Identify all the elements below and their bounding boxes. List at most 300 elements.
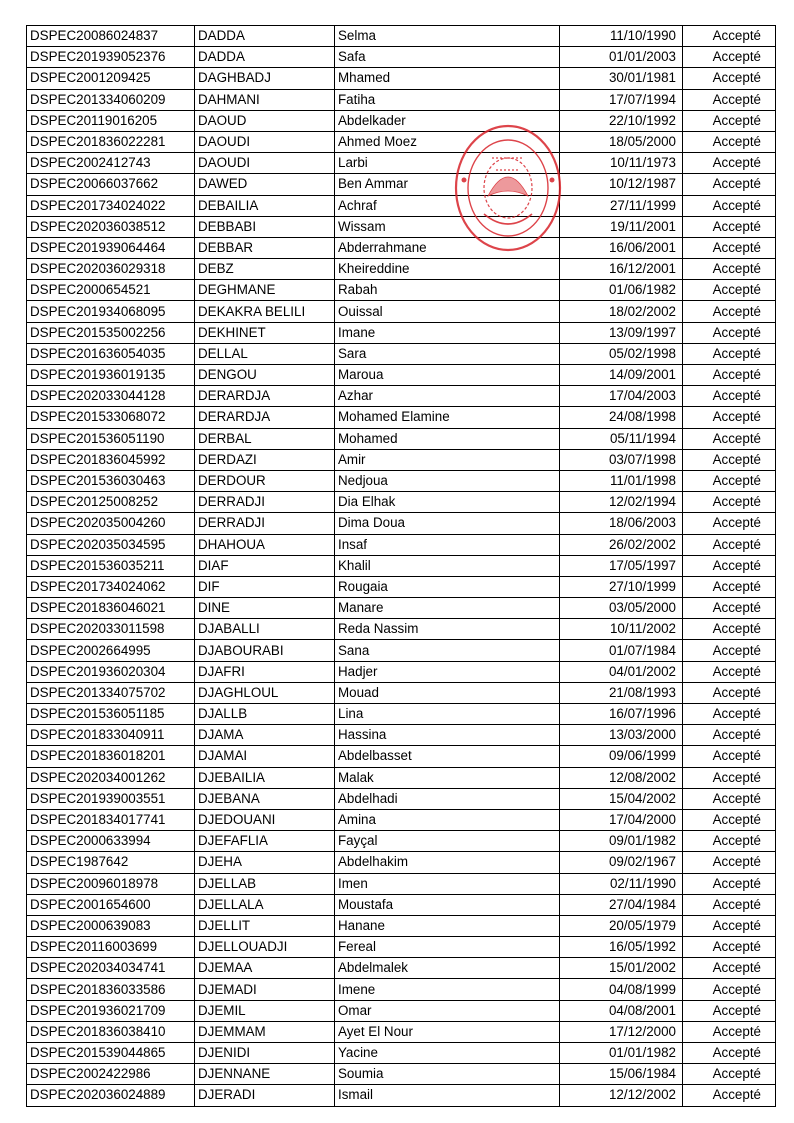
table-row [27, 47, 776, 68]
cell-last-name: DJAFRI [195, 661, 335, 682]
cell-last-name: DJEBANA [195, 788, 335, 809]
cell-last-name: DJENNANE [195, 1064, 335, 1085]
cell-first-name: Amir [335, 449, 560, 470]
cell-birth-date: 20/05/1979 [560, 915, 683, 936]
cell-birth-date: 27/04/1984 [560, 894, 683, 915]
table-row [27, 174, 776, 195]
cell-last-name: DAHMANI [195, 89, 335, 110]
cell-last-name: DJELLIT [195, 915, 335, 936]
cell-candidate-id: DSPEC201834017741 [27, 809, 195, 830]
cell-status: Accepté [683, 809, 776, 830]
cell-first-name: Maroua [335, 365, 560, 386]
cell-last-name: DJELLALA [195, 894, 335, 915]
table-row [27, 153, 776, 174]
cell-first-name: Abdelhadi [335, 788, 560, 809]
cell-first-name: Mohamed [335, 428, 560, 449]
cell-first-name: Abdelbasset [335, 746, 560, 767]
table-row [27, 979, 776, 1000]
table-row [27, 831, 776, 852]
cell-birth-date: 26/02/2002 [560, 534, 683, 555]
cell-candidate-id: DSPEC201836046021 [27, 598, 195, 619]
table-row [27, 449, 776, 470]
cell-birth-date: 01/01/2003 [560, 47, 683, 68]
cell-status: Accepté [683, 725, 776, 746]
table-row [27, 788, 776, 809]
cell-birth-date: 18/06/2003 [560, 513, 683, 534]
cell-candidate-id: DSPEC201833040911 [27, 725, 195, 746]
cell-candidate-id: DSPEC2002422986 [27, 1064, 195, 1085]
table-row [27, 1043, 776, 1064]
table-row [27, 1064, 776, 1085]
table-row [27, 110, 776, 131]
table-row [27, 640, 776, 661]
cell-last-name: DERRADJI [195, 492, 335, 513]
cell-birth-date: 21/08/1993 [560, 682, 683, 703]
cell-last-name: DJELLAB [195, 873, 335, 894]
cell-birth-date: 04/08/1999 [560, 979, 683, 1000]
cell-last-name: DJABOURABI [195, 640, 335, 661]
cell-candidate-id: DSPEC201536035211 [27, 555, 195, 576]
cell-first-name: Selma [335, 26, 560, 47]
table-row [27, 746, 776, 767]
table-row [27, 428, 776, 449]
cell-last-name: DERDAZI [195, 449, 335, 470]
cell-status: Accepté [683, 704, 776, 725]
cell-last-name: DEGHMANE [195, 280, 335, 301]
cell-status: Accepté [683, 89, 776, 110]
table-row [27, 68, 776, 89]
cell-birth-date: 12/02/1994 [560, 492, 683, 513]
table-row [27, 619, 776, 640]
cell-first-name: Moustafa [335, 894, 560, 915]
table-row [27, 280, 776, 301]
table-row [27, 725, 776, 746]
cell-birth-date: 15/06/1984 [560, 1064, 683, 1085]
cell-last-name: DERRADJI [195, 513, 335, 534]
cell-birth-date: 17/04/2000 [560, 809, 683, 830]
results-table [26, 25, 776, 1107]
cell-first-name: Rabah [335, 280, 560, 301]
table-row [27, 216, 776, 237]
table-row [27, 26, 776, 47]
cell-first-name: Soumia [335, 1064, 560, 1085]
cell-first-name: Ayet El Nour [335, 1021, 560, 1042]
table-row [27, 386, 776, 407]
cell-candidate-id: DSPEC201936021709 [27, 1000, 195, 1021]
table-row [27, 598, 776, 619]
cell-birth-date: 27/11/1999 [560, 195, 683, 216]
cell-status: Accepté [683, 216, 776, 237]
cell-candidate-id: DSPEC201334060209 [27, 89, 195, 110]
table-row [27, 513, 776, 534]
cell-last-name: DEBBAR [195, 237, 335, 258]
cell-candidate-id: DSPEC201535002256 [27, 322, 195, 343]
cell-candidate-id: DSPEC202035034595 [27, 534, 195, 555]
cell-first-name: Ouissal [335, 301, 560, 322]
cell-last-name: DHAHOUA [195, 534, 335, 555]
cell-candidate-id: DSPEC201939003551 [27, 788, 195, 809]
cell-candidate-id: DSPEC201536051185 [27, 704, 195, 725]
cell-status: Accepté [683, 1043, 776, 1064]
cell-candidate-id: DSPEC2002664995 [27, 640, 195, 661]
cell-candidate-id: DSPEC2000654521 [27, 280, 195, 301]
cell-first-name: Abderrahmane [335, 237, 560, 258]
cell-birth-date: 16/06/2001 [560, 237, 683, 258]
cell-first-name: Achraf [335, 195, 560, 216]
cell-status: Accepté [683, 1085, 776, 1106]
cell-status: Accepté [683, 894, 776, 915]
cell-candidate-id: DSPEC202034034741 [27, 958, 195, 979]
cell-first-name: Yacine [335, 1043, 560, 1064]
cell-birth-date: 17/07/1994 [560, 89, 683, 110]
cell-candidate-id: DSPEC202035004260 [27, 513, 195, 534]
cell-first-name: Reda Nassim [335, 619, 560, 640]
cell-status: Accepté [683, 852, 776, 873]
cell-status: Accepté [683, 576, 776, 597]
cell-first-name: Sana [335, 640, 560, 661]
cell-candidate-id: DSPEC2002412743 [27, 153, 195, 174]
cell-candidate-id: DSPEC201636054035 [27, 343, 195, 364]
cell-birth-date: 22/10/1992 [560, 110, 683, 131]
table-row [27, 322, 776, 343]
cell-birth-date: 10/11/2002 [560, 619, 683, 640]
cell-last-name: DJABALLI [195, 619, 335, 640]
cell-status: Accepté [683, 682, 776, 703]
cell-first-name: Dima Doua [335, 513, 560, 534]
cell-status: Accepté [683, 640, 776, 661]
table-row [27, 259, 776, 280]
cell-candidate-id: DSPEC201536051190 [27, 428, 195, 449]
cell-candidate-id: DSPEC20086024837 [27, 26, 195, 47]
cell-last-name: DAGHBADJ [195, 68, 335, 89]
cell-first-name: Hanane [335, 915, 560, 936]
cell-status: Accepté [683, 449, 776, 470]
cell-first-name: Fatiha [335, 89, 560, 110]
cell-birth-date: 15/01/2002 [560, 958, 683, 979]
cell-first-name: Khalil [335, 555, 560, 576]
cell-candidate-id: DSPEC201836018201 [27, 746, 195, 767]
cell-last-name: DJENIDI [195, 1043, 335, 1064]
cell-birth-date: 15/04/2002 [560, 788, 683, 809]
cell-last-name: DJEMADI [195, 979, 335, 1000]
cell-birth-date: 09/01/1982 [560, 831, 683, 852]
cell-candidate-id: DSPEC201536030463 [27, 470, 195, 491]
cell-last-name: DJEMAA [195, 958, 335, 979]
cell-status: Accepté [683, 322, 776, 343]
cell-birth-date: 09/06/1999 [560, 746, 683, 767]
cell-first-name: Ben Ammar [335, 174, 560, 195]
cell-status: Accepté [683, 386, 776, 407]
table-row [27, 767, 776, 788]
table-row [27, 131, 776, 152]
cell-candidate-id: DSPEC201939064464 [27, 237, 195, 258]
table-row [27, 555, 776, 576]
cell-last-name: DEBZ [195, 259, 335, 280]
table-row [27, 576, 776, 597]
cell-last-name: DERARDJA [195, 407, 335, 428]
cell-birth-date: 16/07/1996 [560, 704, 683, 725]
cell-first-name: Kheireddine [335, 259, 560, 280]
results-table-body [27, 26, 776, 1107]
table-row [27, 407, 776, 428]
cell-candidate-id: DSPEC201533068072 [27, 407, 195, 428]
cell-birth-date: 05/02/1998 [560, 343, 683, 364]
cell-birth-date: 12/12/2002 [560, 1085, 683, 1106]
cell-birth-date: 14/09/2001 [560, 365, 683, 386]
table-row [27, 704, 776, 725]
cell-first-name: Amina [335, 809, 560, 830]
cell-first-name: Abdelkader [335, 110, 560, 131]
cell-first-name: Abdelhakim [335, 852, 560, 873]
cell-candidate-id: DSPEC201939052376 [27, 47, 195, 68]
table-row [27, 534, 776, 555]
cell-status: Accepté [683, 619, 776, 640]
cell-candidate-id: DSPEC201836033586 [27, 979, 195, 1000]
cell-first-name: Ismail [335, 1085, 560, 1106]
cell-status: Accepté [683, 492, 776, 513]
cell-candidate-id: DSPEC20096018978 [27, 873, 195, 894]
cell-candidate-id: DSPEC2001209425 [27, 68, 195, 89]
cell-birth-date: 04/01/2002 [560, 661, 683, 682]
cell-birth-date: 12/08/2002 [560, 767, 683, 788]
cell-status: Accepté [683, 831, 776, 852]
cell-status: Accepté [683, 1064, 776, 1085]
cell-candidate-id: DSPEC20119016205 [27, 110, 195, 131]
cell-last-name: DADDA [195, 47, 335, 68]
cell-birth-date: 18/05/2000 [560, 131, 683, 152]
cell-last-name: DENGOU [195, 365, 335, 386]
cell-status: Accepté [683, 68, 776, 89]
cell-birth-date: 09/02/1967 [560, 852, 683, 873]
table-row [27, 661, 776, 682]
cell-first-name: Larbi [335, 153, 560, 174]
table-row [27, 343, 776, 364]
cell-status: Accepté [683, 343, 776, 364]
cell-birth-date: 17/05/1997 [560, 555, 683, 576]
cell-birth-date: 19/11/2001 [560, 216, 683, 237]
cell-candidate-id: DSPEC201334075702 [27, 682, 195, 703]
cell-birth-date: 01/07/1984 [560, 640, 683, 661]
cell-first-name: Azhar [335, 386, 560, 407]
cell-status: Accepté [683, 661, 776, 682]
cell-last-name: DJAMAI [195, 746, 335, 767]
cell-status: Accepté [683, 110, 776, 131]
cell-last-name: DAOUD [195, 110, 335, 131]
cell-last-name: DERBAL [195, 428, 335, 449]
cell-status: Accepté [683, 767, 776, 788]
table-row [27, 195, 776, 216]
cell-status: Accepté [683, 555, 776, 576]
cell-candidate-id: DSPEC201734024022 [27, 195, 195, 216]
cell-candidate-id: DSPEC2001654600 [27, 894, 195, 915]
cell-last-name: DEKAKRA BELILI [195, 301, 335, 322]
cell-birth-date: 10/12/1987 [560, 174, 683, 195]
cell-status: Accepté [683, 428, 776, 449]
cell-birth-date: 11/01/1998 [560, 470, 683, 491]
cell-first-name: Rougaia [335, 576, 560, 597]
cell-first-name: Imene [335, 979, 560, 1000]
cell-status: Accepté [683, 513, 776, 534]
cell-first-name: Nedjoua [335, 470, 560, 491]
cell-status: Accepté [683, 746, 776, 767]
cell-first-name: Dia Elhak [335, 492, 560, 513]
cell-first-name: Omar [335, 1000, 560, 1021]
cell-status: Accepté [683, 873, 776, 894]
cell-last-name: DJEHA [195, 852, 335, 873]
table-row [27, 852, 776, 873]
cell-status: Accepté [683, 280, 776, 301]
cell-birth-date: 01/06/1982 [560, 280, 683, 301]
cell-status: Accepté [683, 259, 776, 280]
cell-candidate-id: DSPEC201734024062 [27, 576, 195, 597]
cell-first-name: Fereal [335, 937, 560, 958]
cell-status: Accepté [683, 788, 776, 809]
cell-first-name: Imen [335, 873, 560, 894]
cell-first-name: Manare [335, 598, 560, 619]
cell-birth-date: 16/05/1992 [560, 937, 683, 958]
table-row [27, 809, 776, 830]
cell-candidate-id: DSPEC202033011598 [27, 619, 195, 640]
cell-last-name: DEBAILIA [195, 195, 335, 216]
cell-candidate-id: DSPEC2000639083 [27, 915, 195, 936]
cell-status: Accepté [683, 174, 776, 195]
cell-status: Accepté [683, 365, 776, 386]
cell-first-name: Mohamed Elamine [335, 407, 560, 428]
cell-candidate-id: DSPEC2000633994 [27, 831, 195, 852]
table-row [27, 873, 776, 894]
cell-candidate-id: DSPEC201836022281 [27, 131, 195, 152]
table-row [27, 89, 776, 110]
cell-birth-date: 27/10/1999 [560, 576, 683, 597]
cell-first-name: Safa [335, 47, 560, 68]
cell-birth-date: 03/05/2000 [560, 598, 683, 619]
cell-candidate-id: DSPEC202034001262 [27, 767, 195, 788]
cell-first-name: Ahmed Moez [335, 131, 560, 152]
cell-status: Accepté [683, 1000, 776, 1021]
table-row [27, 237, 776, 258]
table-row [27, 915, 776, 936]
cell-birth-date: 11/10/1990 [560, 26, 683, 47]
table-row [27, 301, 776, 322]
cell-birth-date: 05/11/1994 [560, 428, 683, 449]
cell-birth-date: 16/12/2001 [560, 259, 683, 280]
cell-status: Accepté [683, 958, 776, 979]
cell-candidate-id: DSPEC202036024889 [27, 1085, 195, 1106]
cell-first-name: Imane [335, 322, 560, 343]
cell-birth-date: 13/03/2000 [560, 725, 683, 746]
cell-last-name: DIAF [195, 555, 335, 576]
cell-candidate-id: DSPEC20125008252 [27, 492, 195, 513]
cell-status: Accepté [683, 979, 776, 1000]
cell-last-name: DAOUDI [195, 131, 335, 152]
cell-last-name: DAWED [195, 174, 335, 195]
cell-last-name: DJEMMAM [195, 1021, 335, 1042]
cell-status: Accepté [683, 237, 776, 258]
cell-first-name: Wissam [335, 216, 560, 237]
cell-status: Accepté [683, 301, 776, 322]
cell-candidate-id: DSPEC201836045992 [27, 449, 195, 470]
cell-last-name: DJEDOUANI [195, 809, 335, 830]
table-row [27, 894, 776, 915]
cell-first-name: Sara [335, 343, 560, 364]
cell-candidate-id: DSPEC201539044865 [27, 1043, 195, 1064]
cell-birth-date: 17/04/2003 [560, 386, 683, 407]
cell-status: Accepté [683, 153, 776, 174]
cell-last-name: DADDA [195, 26, 335, 47]
cell-candidate-id: DSPEC20116003699 [27, 937, 195, 958]
table-row [27, 1085, 776, 1106]
cell-last-name: DERDOUR [195, 470, 335, 491]
cell-first-name: Mouad [335, 682, 560, 703]
cell-last-name: DJAGHLOUL [195, 682, 335, 703]
cell-candidate-id: DSPEC202036038512 [27, 216, 195, 237]
cell-last-name: DERARDJA [195, 386, 335, 407]
cell-birth-date: 18/02/2002 [560, 301, 683, 322]
cell-last-name: DEKHINET [195, 322, 335, 343]
cell-last-name: DINE [195, 598, 335, 619]
table-row [27, 1021, 776, 1042]
cell-last-name: DJALLB [195, 704, 335, 725]
cell-first-name: Malak [335, 767, 560, 788]
cell-last-name: DAOUDI [195, 153, 335, 174]
cell-status: Accepté [683, 195, 776, 216]
cell-status: Accepté [683, 131, 776, 152]
cell-last-name: DELLAL [195, 343, 335, 364]
cell-birth-date: 13/09/1997 [560, 322, 683, 343]
cell-candidate-id: DSPEC201936020304 [27, 661, 195, 682]
cell-birth-date: 02/11/1990 [560, 873, 683, 894]
cell-birth-date: 17/12/2000 [560, 1021, 683, 1042]
cell-candidate-id: DSPEC201934068095 [27, 301, 195, 322]
table-row [27, 682, 776, 703]
cell-status: Accepté [683, 1021, 776, 1042]
cell-last-name: DJAMA [195, 725, 335, 746]
cell-status: Accepté [683, 915, 776, 936]
cell-status: Accepté [683, 598, 776, 619]
cell-first-name: Mhamed [335, 68, 560, 89]
cell-candidate-id: DSPEC201836038410 [27, 1021, 195, 1042]
table-row [27, 365, 776, 386]
table-row [27, 937, 776, 958]
table-row [27, 470, 776, 491]
cell-birth-date: 03/07/1998 [560, 449, 683, 470]
cell-candidate-id: DSPEC202036029318 [27, 259, 195, 280]
cell-candidate-id: DSPEC201936019135 [27, 365, 195, 386]
table-row [27, 958, 776, 979]
cell-last-name: DJERADI [195, 1085, 335, 1106]
cell-status: Accepté [683, 26, 776, 47]
cell-last-name: DJEMIL [195, 1000, 335, 1021]
cell-first-name: Hassina [335, 725, 560, 746]
cell-last-name: DJELLOUADJI [195, 937, 335, 958]
table-row [27, 1000, 776, 1021]
cell-birth-date: 04/08/2001 [560, 1000, 683, 1021]
cell-status: Accepté [683, 937, 776, 958]
cell-candidate-id: DSPEC1987642 [27, 852, 195, 873]
cell-status: Accepté [683, 534, 776, 555]
cell-status: Accepté [683, 470, 776, 491]
cell-status: Accepté [683, 407, 776, 428]
cell-last-name: DIF [195, 576, 335, 597]
cell-status: Accepté [683, 47, 776, 68]
cell-candidate-id: DSPEC202033044128 [27, 386, 195, 407]
cell-first-name: Fayçal [335, 831, 560, 852]
cell-birth-date: 01/01/1982 [560, 1043, 683, 1064]
cell-last-name: DJEFAFLIA [195, 831, 335, 852]
cell-first-name: Abdelmalek [335, 958, 560, 979]
cell-birth-date: 30/01/1981 [560, 68, 683, 89]
cell-first-name: Insaf [335, 534, 560, 555]
